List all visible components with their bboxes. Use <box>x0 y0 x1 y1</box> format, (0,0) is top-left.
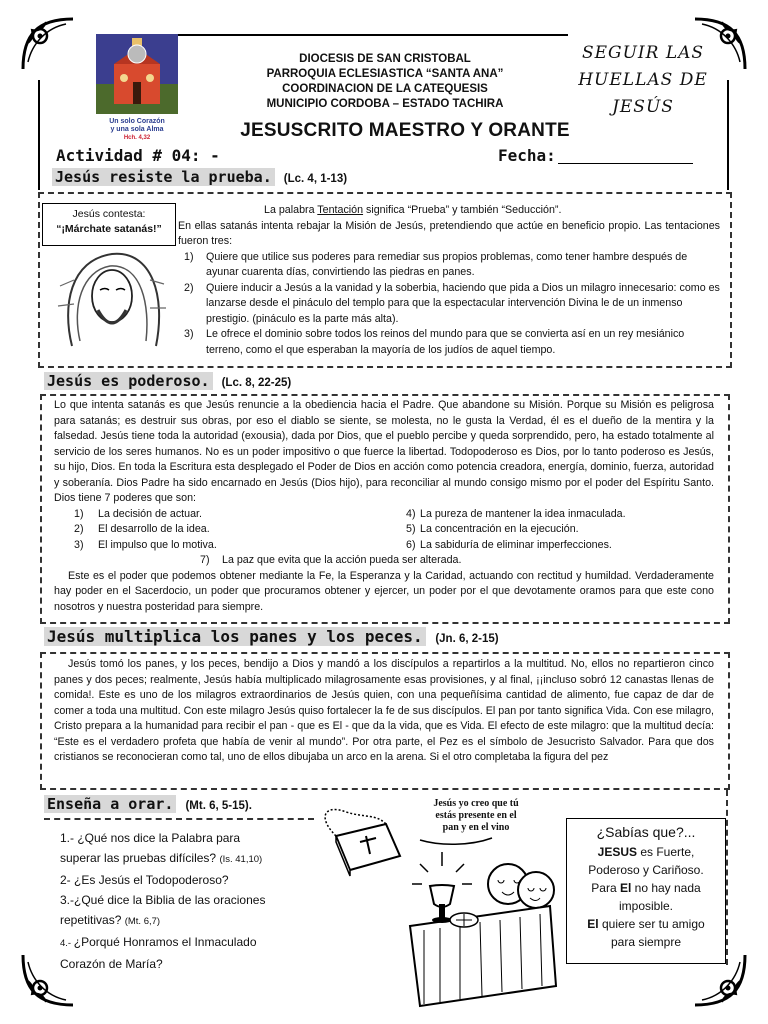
activity-number: Actividad # 04: - <box>56 146 220 165</box>
page-title: JESUSCRITO MAESTRO Y ORANTE <box>240 120 570 141</box>
jesus-portrait-icon <box>52 246 174 350</box>
logo-caption: Un solo Corazón y una sola Alma Hch. 4,32 <box>109 118 165 141</box>
header-line: MUNICIPIO CORDOBA – ESTADO TACHIRA <box>266 98 504 110</box>
section-heading-prueba: Jesús resiste la prueba. (Lc. 4, 1-13) <box>52 168 347 186</box>
sabias-que-box <box>566 818 726 964</box>
header-line: COORDINACION DE LA CATEQUESIS <box>282 83 488 95</box>
header-line: PARROQUIA ECLESIASTICA “SANTA ANA” <box>266 68 504 80</box>
sabias-line: imposible. <box>618 899 674 913</box>
powers-list <box>54 507 714 554</box>
sabias-line: para siempre <box>610 935 682 949</box>
list-item: 3) Le ofrece el dominio sobre todos los reinos del mundo para que se convierta así en un rey mesiánico terreno, como el que esperaban la mayoría de los judíos de aquel tiempo. <box>184 328 685 356</box>
sabias-line: JESUS es Fuerte, <box>597 845 695 859</box>
caption-box <box>42 203 176 246</box>
list-item: 1) La decisión de actuar. <box>74 507 202 520</box>
section-heading-poderoso: Jesús es poderoso. (Lc. 8, 22-25) <box>44 372 291 390</box>
question-item: 3.-¿Qué dice la Biblia de las oraciones repetitivas? (Mt. 6,7) <box>60 893 266 927</box>
sabias-line: Poderoso y Cariñoso. <box>588 863 704 877</box>
church-icon <box>96 34 178 114</box>
corner-ornament-icon <box>18 14 78 74</box>
seguir-huellas-title: SEGUIR LAS HUELLAS DE JESÚS <box>578 43 708 117</box>
section-text-panes: Jesús tomó los panes, y los peces, bendijo a Dios y mandó a los discípulos a repartirlos a la multitud. No, ellos no repartieron cinco panes y dos peces; realmente, Jesús había multiplicado milagrosamente esas provisiones, y al final, ¡¡incluso sobró 12 canastas llenas de comida!. Este es uno de los milagros extraordinarios de Jesús quien, con una pequeñísima cantidad de alimento, fue capaz de dar de comer a toda una multitud. Con este milagro Jesús quiso fortalecer la fe de sus discípulos. El pan por tanto significa Vida. Con ese milagro, Cristo prepara a la humanidad para recibir el pan - que es El - que da la vida, que es Vida. El efecto de este milagro: que la multitud decía: “Este es el verdadero profeta que había de venir al mundo”. Por otra parte, el Pez es el símbolo de Jesucristo Salvador. Para que dos cristianos se reconocieran como tal, uno de ellos dibujaba un arco en la arena. Si el otro completaba la figura del pez <box>54 658 714 763</box>
list-item: 2) El desarrollo de la idea. <box>74 523 210 535</box>
list-item: 1) Quiere que utilice sus poderes para remediar sus propios problemas, como tener hambre después de ayunar cuarenta días, convirtiendo las piedras en panes. <box>184 250 688 278</box>
question-item: 2- ¿Es Jesús el Todopoderoso? <box>60 873 229 887</box>
section-text-poderoso <box>54 398 714 615</box>
paragraph: En ellas satanás intenta rebajar la Misión de Jesús, pretendiendo que actúe en beneficio propio. Las tentaciones fueron tres: <box>178 219 720 247</box>
list-item: 3) El impulso que lo motiva. <box>74 538 217 551</box>
intro-line: La palabra Tentación significa “Prueba” y también “Seducción”. <box>264 204 562 216</box>
paragraph: Lo que intenta satanás es que Jesús renuncie a la obediencia hacia el Padre. Que abandone su Misión. Porque su Misión es peligrosa para satanás; es destruir sus obras, por eso el diablo se siente, se molesta, no le gusta la Verdad, él es el dueño de la mentira y la falsedad. Jesús tiene toda la autoridad (exousia), dada por Dios, que el pueblo percibe y queda sorprendido, pero, ha estado totalmente al servicio de los seres humanos. No es un poder impositivo o que fuerce la libertad. Todopoderoso es Dios, por lo tanto poderoso es Jesús, su hijo, Dios. En toda la Escritura esta desplegado el Poder de Dios en acción como potencia creadora, energía, dominio, fuerza, autoridad y soberanía. Dios Padre ha sido encarnado en Jesús (Dios hijo), para reconciliar al mundo consigo mismo por el poder del Espíritu Santo. Dios tiene 7 poderes que son: <box>54 399 714 504</box>
orar-right-border <box>726 790 728 965</box>
section-heading-orar: Enseña a orar. (Mt. 6, 5-15). <box>44 795 252 813</box>
top-border <box>128 34 568 36</box>
orar-underline <box>44 818 314 820</box>
right-border <box>727 80 729 190</box>
date-label: Fecha: <box>498 146 556 165</box>
sabias-line: El quiere ser tu amigo <box>587 917 705 931</box>
bible-rosary-icon <box>306 806 406 882</box>
children-altar-icon <box>400 836 560 1018</box>
sabias-title: ¿Sabías que?... <box>596 824 696 840</box>
question-item: 1.- ¿Qué nos dice la Palabra para superar las pruebas difíciles? (Is. 41,10) <box>60 831 263 865</box>
sabias-line: Para El no hay nada <box>591 881 701 895</box>
caption-line: “¡Márchate satanás!” <box>56 223 162 235</box>
list-item: 7) La paz que evita que la acción pueda ser alterada. <box>200 554 462 566</box>
list-item: 5) La concentración en la ejecución. <box>406 523 579 535</box>
list-item: 6) La sabiduría de eliminar imperfecciones. <box>406 538 612 551</box>
left-border <box>38 80 40 190</box>
questions-list <box>60 828 282 974</box>
list-item: 2) Quiere inducir a Jesús a la vanidad y la soberbia, haciendo que pida a Dios un milagro innecesario: como es lanzarse desde el pináculo del templo para que la espectacular intervención Divina le de un inmenso prestigio. (pináculo es la parte más alta). <box>184 281 720 325</box>
section-heading-panes: Jesús multiplica los panes y los peces. (Jn. 6, 2-15) <box>44 627 499 646</box>
paragraph: Este es el poder que podemos obtener mediante la Fe, la Esperanza y la Caridad, actuando con rectitud y humildad. Verdaderamente hay poder en el Sacerdocio, un poder que procuramos obtener y ejercer, un poder por el que devotamente oramos para que este cono nosotros y nuestra posteridad para siempre. <box>54 569 714 613</box>
diocese-header <box>240 52 530 112</box>
section-text-prueba <box>178 203 720 358</box>
list-item: 4) La pureza de mantener la idea inmaculada. <box>406 507 626 520</box>
caption-line: Jesús contesta: <box>72 208 146 220</box>
question-item: 4.- ¿Porqué Honramos el Inmaculado Corazón de María? <box>60 935 257 971</box>
header-line: DIOCESIS DE SAN CRISTOBAL <box>299 53 471 65</box>
date-field[interactable] <box>558 163 693 164</box>
church-logo <box>96 34 178 142</box>
temptation-list <box>184 250 720 359</box>
speech-bubble: Jesús yo creo que tú estás presente en el pan y en el vino <box>433 798 519 833</box>
